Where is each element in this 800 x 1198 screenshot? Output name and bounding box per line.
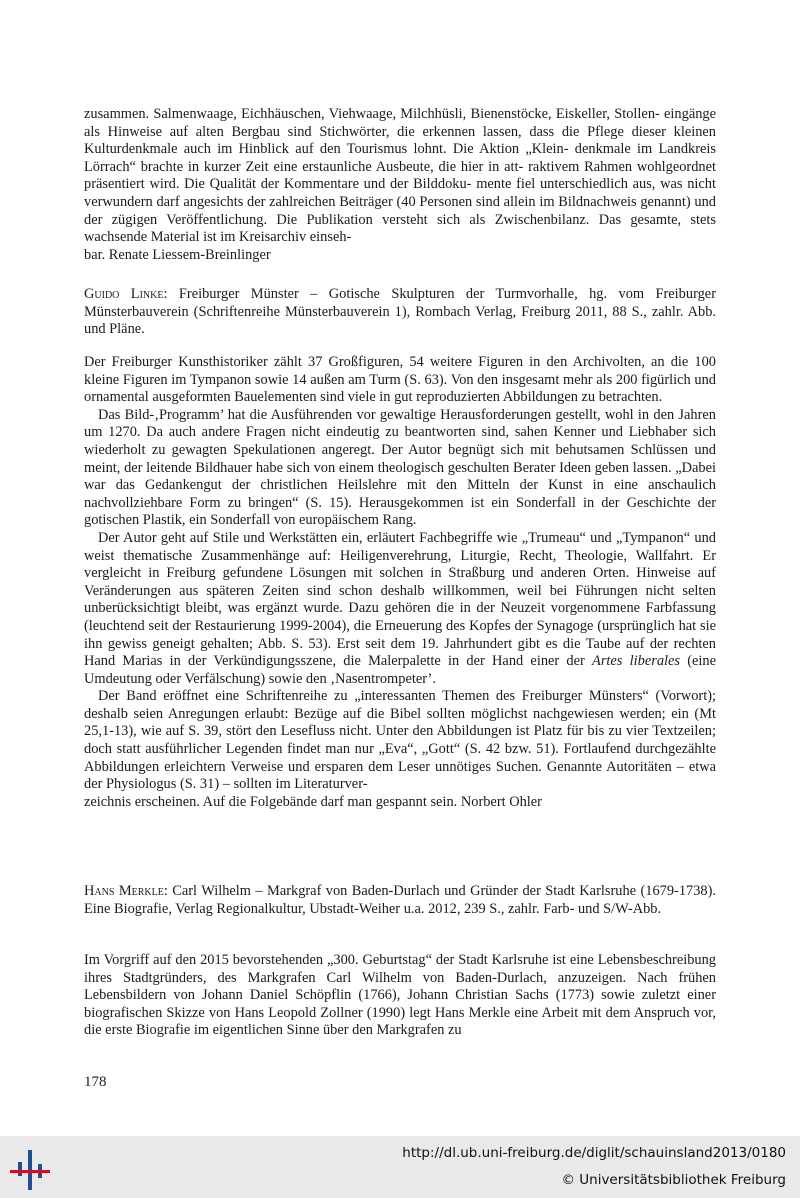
- text-line: dieser kleinen Kulturdenkmale auch im Hinblick auf den Tourismus lohnt. Die Aktion „Klein-: [84, 123, 716, 158]
- continuation-paragraph: [84, 106, 716, 247]
- signature-line: [84, 794, 716, 812]
- book-author: Hans Merkle: [84, 883, 164, 899]
- text-line: Personen sind allein im Bildnachweis genannt) und der zügigen Veröffentlichung. Die Publikation: [84, 193, 716, 228]
- citation-text: : Carl Wilhelm – Markgraf von Baden-Durlach und Gründer der Stadt Karlsruhe (1679-1738). Eine Biografie, Verlag Regionalkultur, Ubstadt-Weiher u.a. 2012, 239 S., zahlr. Farb- und S/W-Abb.: [84, 883, 716, 917]
- page-number: 178: [84, 1074, 107, 1090]
- review-paragraph: Der Band eröffnet eine Schriftenreihe zu „interessanten Themen des Freiburger Münsters“ (Vorwort); deshalb seien Anregungen erlaubt: Bezüge auf die Bibel sollten möglichst nachgewiesen werden; ein (Mt 25,1-13), wie auf S. 39, stört den Lesefluss nicht. Unter den Abbildungen ist Platz für bis zu vier Textzeilen; doch statt ausführlicher Legenden findet man nur „Eva“, „Gott“ (S. 42 bzw. 51). Fortlaufend durchgezählte Abbildungen erleichtern Verweise und ersparen dem Leser unnötiges Suchen. Genannte Autoritäten – etwa der Physiologus (S. 31) – sollten im Literaturver-: [84, 688, 716, 793]
- review-paragraph: Der Freiburger Kunsthistoriker zählt 37 Großfiguren, 54 weitere Figuren in den Archivolten, an die 100 kleine Figuren im Tympanon sowie 14 außen am Turm (S. 63). Von den insgesamt mehr als 200 figürlich und ornamental ausgeformten Bauelementen sind viele in gut reproduzierten Abbildungen zu betrachten.: [84, 354, 716, 406]
- review-paragraph: Im Vorgriff auf den 2015 bevorstehenden „300. Geburtstag“ der Stadt Karlsruhe ist eine Lebensbeschreibung ihres Stadtgründers, des Markgrafen Carl Wilhelm von Baden-Durlach, anzuzeigen. Nach frühen Lebensbildern von Johann Daniel Schöpflin (1766), Johann Christian Sachs (1773) sowie zuletzt einer biografischen Skizze von Hans Leopold Zollner (1990) legt Hans Merkle eine Arbeit mit dem Anspruch vor, die erste Biografie im eigentlichen Sinne über den Markgrafen zu: [84, 952, 716, 1039]
- signature-line: [84, 247, 716, 265]
- text-line: eingänge als Hinweise auf alten Bergbau sind Stichwörter, die erkennen lassen, dass die Pflege: [84, 106, 716, 140]
- text-line: denkmale im Landkreis Lörrach“ brachte in kurzer Zeit eine erstaunliche Ausbeute, die hier in att-: [84, 141, 716, 175]
- review-continuation: [84, 106, 716, 264]
- book-citation: [84, 883, 716, 918]
- review-body: [84, 952, 716, 1040]
- review-paragraph: [84, 530, 716, 688]
- ub-freiburg-logo-icon: [10, 1148, 50, 1192]
- review-heading: [84, 286, 716, 339]
- review-heading: [84, 883, 716, 918]
- text-line: versteht sich als Zwischenbilanz. Das gesamte, stets wachsende Material ist im Kreisarchiv einseh-: [84, 211, 716, 246]
- reviewer-signature: Renate Liessem-Breinlinger: [108, 246, 271, 263]
- review-body: [84, 354, 716, 811]
- text-line: raktivem Rahmen wohlgeordnet präsentiert wird. Die Qualität der Kommentare und der Bilddoku-: [84, 158, 716, 193]
- text-line: zeichnis erscheinen. Auf die Folgebände darf man gespannt sein.: [84, 793, 458, 810]
- permalink-url[interactable]: http://dl.ub.uni-freiburg.de/diglit/schauinsland2013/0180: [402, 1145, 786, 1161]
- review-paragraph: Das Bild-‚Programm’ hat die Ausführenden vor gewaltige Herausforderungen gestellt, wohl in den Jahren um 1270. Da auch andere Fragen nicht eindeutig zu beantworten sind, sahen Kenner und Liebhaber sich wiederholt zu gewagten Spekulationen angeregt. Der Autor begnügt sich mit behutsamen Schlüssen und meint, der leitende Bildhauer habe sich von einem theologisch geschulten Berater Ideen geben lassen. „Dabei war das Gedankengut der christlichen Heilslehre mit den Mitteln der Kunst in eine anschaulich nachvollziehbare Form zu bringen“ (S. 15). Herausgekommen ist ein Sonderfall in der Geschichte der gotischen Plastik, ein Sonderfall von europäischem Rang.: [84, 406, 716, 529]
- book-citation: [84, 286, 716, 339]
- text-line: bar.: [84, 246, 106, 263]
- text-line: mente fiel unterschiedlich aus, was nicht verwundern darf angesichts der zahlreichen Beiträger (40: [84, 176, 716, 210]
- italic-title: Artes liberales: [592, 653, 680, 670]
- book-author: Guido Linke: [84, 286, 164, 302]
- reviewer-signature: Norbert Ohler: [460, 793, 542, 810]
- text-run: (eine Umdeutung oder Verfälschung) sowie den ‚Nasentrompeter’.: [84, 653, 716, 687]
- viewer-footer: [0, 1136, 800, 1198]
- text-run: Der Autor geht auf Stile und Werkstätten ein, erläutert Fachbegriffe wie „Trumeau“ und „Tympanon“ und weist thematische Zusammenhänge auf: Heiligenverehrung, Liturgie, Recht, Theologie, Wallfahrt. Er vergleicht in Freiburg gefundene Lösungen mit solchen in Straßburg und anderen Orten. Hinweise auf Veränderungen aus späteren Zeiten sind schon deshalb willkommen, weil bei Führungen nicht selten unberücksichtigt bleibt, was ergänzt wurde. Dazu gehören die in der Neuzeit vorgenommene Farbfassung (leuchtend seit der Restaurierung 1999-2004), die Erneuerung des Kopfes der Synagoge (ursprünglich hat sie ihn gewiss geneigt gehalten; Abb. S. 53). Erst seit dem 19. Jahrhundert gibt es die Taube auf der rechten Hand Marias in der Verkündigungsszene, die Malerpalette in der Hand einer der: [84, 529, 716, 670]
- text-line: zusammen. Salmenwaage, Eichhäuschen, Viehwaage, Milchhüsli, Bienenstöcke, Eiskeller, Stollen-: [84, 106, 660, 122]
- copyright-notice: © Universitätsbibliothek Freiburg: [561, 1172, 786, 1188]
- citation-text: : Freiburger Münster – Gotische Skulpturen der Turmvorhalle, hg. vom Freiburger Münsterbauverein (Schriftenreihe Münsterbauverein 1), Rombach Verlag, Freiburg 2011, 88 S., zahlr. Abb. und Pläne.: [84, 286, 716, 338]
